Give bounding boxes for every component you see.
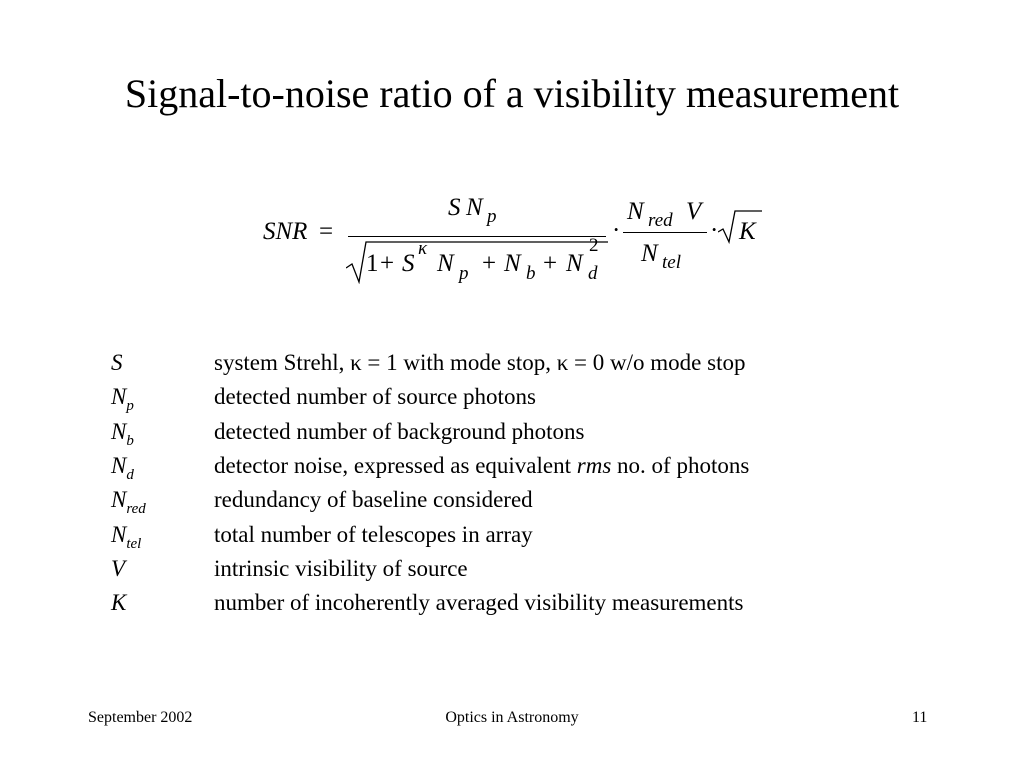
denominator-kappa: κ xyxy=(418,238,428,259)
definition-text: intrinsic visibility of source xyxy=(214,556,468,581)
definition-row xyxy=(0,449,1024,483)
definition-row xyxy=(0,586,1024,620)
definition-row xyxy=(0,552,1024,586)
footer-page-number: 11 xyxy=(912,709,928,726)
definition-text: detector noise, expressed as equivalent rms no. of photons xyxy=(214,453,750,478)
snr-formula xyxy=(0,0,1024,300)
multiply-dot-1: · xyxy=(612,217,621,244)
numerator-n: N xyxy=(466,194,483,221)
fraction2-denominator-subscript: tel xyxy=(662,252,681,273)
slide-title: Signal-to-noise ratio of a visibility measurement xyxy=(124,71,900,116)
definition-symbol: V xyxy=(111,556,126,581)
multiply-dot-2: · xyxy=(710,217,719,244)
sqrt-k: K xyxy=(739,218,756,245)
denominator-n-p-subscript: p xyxy=(459,263,469,284)
fraction-bar xyxy=(348,236,606,237)
definition-symbol: $N_{tel}$ xyxy=(111,522,142,552)
formula-lhs: SNR xyxy=(263,218,308,245)
denominator-plus-3: + xyxy=(543,250,558,277)
footer-date: September 2002 xyxy=(88,709,193,726)
denominator-s: S xyxy=(402,250,415,277)
definition-text: detected number of source photons xyxy=(214,384,536,409)
denominator-n-d-subscript: d xyxy=(588,263,598,284)
definition-row xyxy=(0,483,1024,517)
footer-course: Optics in Astronomy xyxy=(445,709,579,726)
fraction2-numerator-v: V xyxy=(686,198,702,225)
denominator-n-d: N xyxy=(566,250,583,277)
definition-text: system Strehl, κ = 1 with mode stop, κ = 0 w/o mode stop xyxy=(214,350,746,375)
definition-row xyxy=(0,380,1024,414)
definition-row xyxy=(0,518,1024,552)
denominator-one: 1 xyxy=(366,250,379,277)
definition-text: total number of telescopes in array xyxy=(214,522,533,547)
definition-symbol: $N_{red}$ xyxy=(111,487,146,517)
definition-symbol: $N_b$ xyxy=(111,419,134,449)
definition-text: number of incoherently averaged visibility measurements xyxy=(214,590,744,615)
denominator-n-p: N xyxy=(437,250,454,277)
denominator-plus-1: + xyxy=(380,250,395,277)
denominator-n-b-subscript: b xyxy=(526,263,536,284)
definition-symbol: K xyxy=(111,590,127,615)
denominator-n-d-superscript: 2 xyxy=(589,235,599,256)
denominator-plus-2: + xyxy=(482,250,497,277)
fraction2-bar xyxy=(623,232,707,233)
definition-symbol: $N_p$ xyxy=(111,384,134,414)
denominator-n-b: N xyxy=(504,250,521,277)
numerator-s: S xyxy=(448,194,461,221)
formula-equals: = xyxy=(319,218,334,245)
fraction2-denominator-n: N xyxy=(641,240,658,267)
definition-symbol: S xyxy=(111,350,123,375)
definition-row xyxy=(0,415,1024,449)
definition-text: redundancy of baseline considered xyxy=(214,487,533,512)
fraction2-numerator-subscript: red xyxy=(648,210,673,231)
definition-text: detected number of background photons xyxy=(214,419,585,444)
numerator-n-subscript: p xyxy=(487,206,497,227)
definition-row xyxy=(0,346,1024,380)
fraction2-numerator-n: N xyxy=(627,198,644,225)
definition-symbol: $N_d$ xyxy=(111,453,134,483)
